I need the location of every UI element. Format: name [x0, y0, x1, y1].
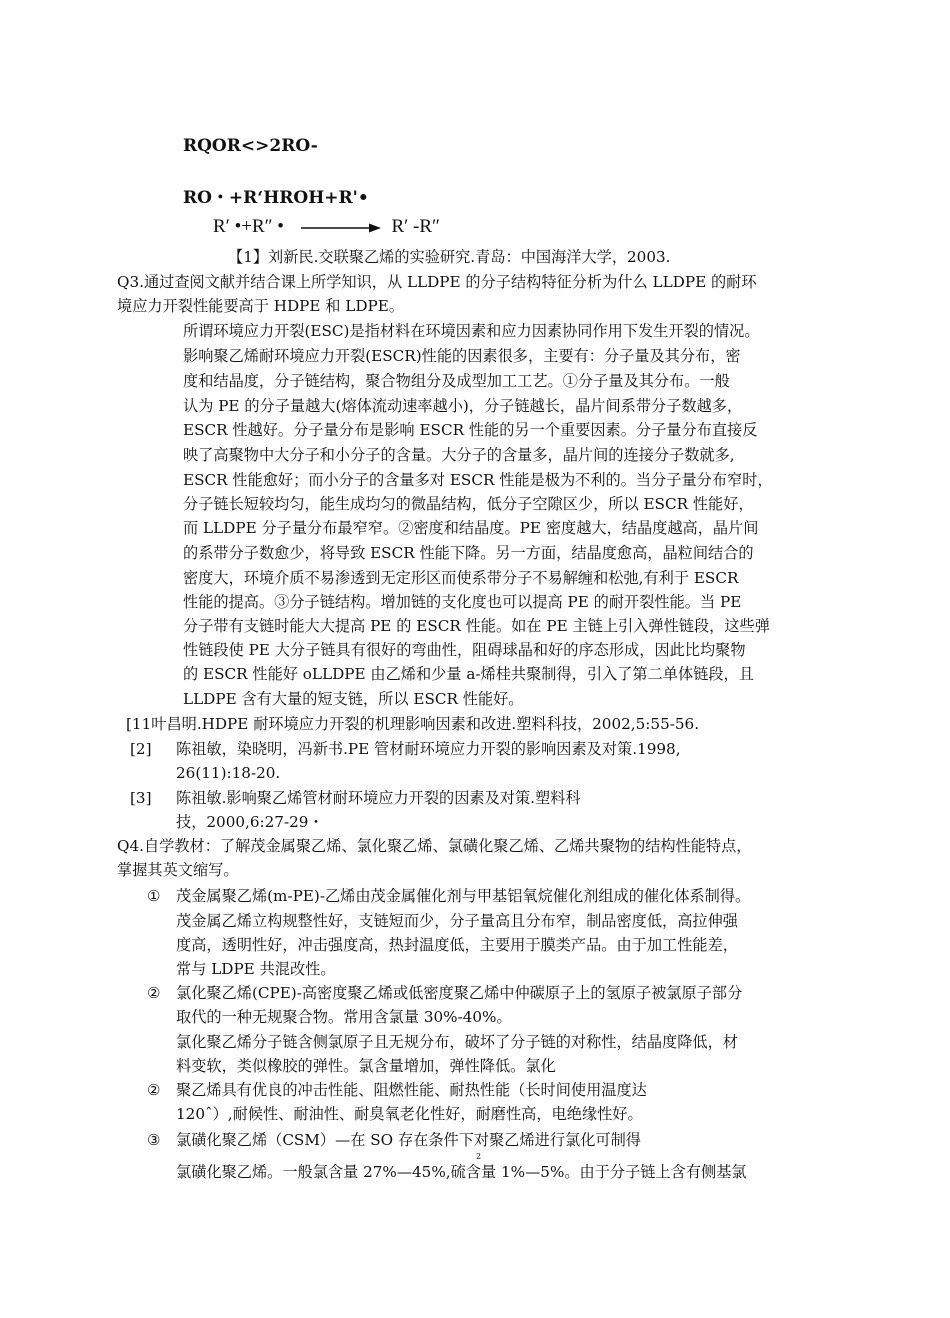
equation-3-left: R′ •+R″ •: [213, 216, 284, 237]
item-4-line-1: 氯磺化聚乙烯（CSM）—在 SO 存在条件下对聚乙烯进行氯化可制得: [176, 1131, 641, 1149]
paragraph-line-1: 所谓环境应力开裂(ESC)是指材料在环境因素和应力因素协同作用下发生开裂的情况。: [183, 322, 760, 340]
q4-line-1: Q4.自学教材：了解茂金属聚乙烯、氯化聚乙烯、氯磺化聚乙烯、乙烯共聚物的结构性能特点，: [117, 837, 752, 855]
paragraph-line-12: 性能的提高。③分子链结构。增加链的支化度也可以提高 PE 的耐开裂性能。当 PE: [183, 593, 742, 611]
item-4-line-2: 氯磺化聚乙烯。一般氯含量 27%—45%,硫含量 1%—5%。由于分子链上含有侧基氯: [176, 1163, 747, 1181]
reference-top: 【1】刘新民.交联聚乙烯的实验研究.青岛：中国海洋大学，2003.: [228, 248, 671, 266]
item-2-line-2: 取代的一种无规聚合物。常用含氯量 30%-40%。: [176, 1008, 512, 1026]
item-3-line-1: 聚乙烯具有优良的冲击性能、阻燃性能、耐热性能（长时间使用温度达: [176, 1081, 647, 1099]
reference-2-line-1: 陈祖敏，染晓明，冯新书.PE 管材耐环境应力开裂的影响因素及对策.1998,: [176, 740, 681, 758]
item-1-line-4: 常与 LDPE 共混改性。: [176, 960, 336, 978]
paragraph-line-10: 的系带分子数愈少，将导致 ESCR 性能下降。另一方面，结晶度愈高，晶粒间结合的: [183, 544, 754, 562]
paragraph-line-9: 而 LLDPE 分子量分布最窄窄。②密度和结晶度。PE 密度越大，结晶度越高，晶片间: [183, 519, 759, 537]
paragraph-line-3: 度和结晶度，分子链结构，聚合物组分及成型加工工艺。①分子量及其分布。一般: [183, 372, 730, 390]
item-3-marker: ②: [147, 1081, 161, 1099]
paragraph-line-13: 分子带有支链时能大大提高 PE 的 ESCR 性能。如在 PE 主链上引入弹性链段，这些弹: [183, 617, 770, 635]
q3-line-2: 境应力开裂性能要高于 HDPE 和 LDPE。: [117, 297, 405, 315]
equation-3: [213, 216, 440, 238]
reference-3-line-1: 陈祖敏.影响聚乙烯管材耐环境应力开裂的因素及对策.塑料科: [176, 789, 581, 807]
item-1-line-2: 茂金属乙烯立构规整性好，支链短而少，分子量高且分布窄，制品密度低，高拉伸强: [176, 912, 738, 930]
item-1-line-3: 度高，透明性好，冲击强度高，热封温度低，主要用于膜类产品。由于加工性能差，: [176, 936, 738, 954]
item-4-marker: ③: [147, 1131, 161, 1149]
equation-2: RO・+R‘HROH+R'•: [183, 188, 369, 208]
paragraph-line-5: ESCR 性越好。分子量分布是影响 ESCR 性能的另一个重要因素。分子量分布直接反: [183, 421, 758, 439]
equation-1: RQOR<>2RO-: [183, 136, 318, 156]
paragraph-line-14: 性链段使 PE 大分子链具有很好的弯曲性，阻碍球晶和好的序态形成，因此比均聚物: [183, 641, 746, 659]
reaction-arrow-icon: [301, 222, 381, 234]
item-1-line-1: 茂金属聚乙烯(m-PE)-乙烯由茂金属催化剂与甲基铝氧烷催化剂组成的催化体系制得。: [176, 887, 751, 905]
item-2-line-4: 料变软，类似橡胶的弹性。氯含量增加，弹性降低。氯化: [176, 1057, 556, 1075]
item-2-line-1: 氯化聚乙烯(CPE)-高密度聚乙烯或低密度聚乙烯中仲碳原子上的氢原子被氯原子部分: [176, 984, 743, 1002]
paragraph-line-8: 分子链长短较均匀，能生成均匀的微晶结构，低分子空隙区少，所以 ESCR 性能好，: [183, 495, 754, 513]
q3-line-1: Q3.通过查阅文献并结合课上所学知识，从 LLDPE 的分子结构特征分析为什么 LLDPE 的耐环: [117, 273, 757, 291]
paragraph-line-4: 认为 PE 的分子量越大(熔体流动速率越小)，分子链越长，晶片间系带分子数越多，: [183, 397, 743, 415]
reference-3-number: [3]: [130, 789, 152, 807]
reference-2-number: [2]: [130, 740, 152, 758]
paragraph-line-6: 映了高聚物中大分子和小分子的含量。大分子的含量多，晶片间的连接分子数就多,: [183, 446, 735, 464]
paragraph-line-16: LLDPE 含有大量的短支链，所以 ESCR 性能好。: [183, 690, 524, 708]
item-2-line-3: 氯化聚乙烯分子链含侧氯原子且无规分布，破坏了分子链的对称性，结晶度降低，材: [176, 1033, 738, 1051]
equation-3-right: R′ -R″: [391, 216, 440, 237]
item-2-marker: ②: [147, 984, 161, 1002]
q4-line-2: 掌握其英文缩写。: [117, 861, 239, 879]
paragraph-line-15: 的 ESCR 性能好 oLLDPE 由乙烯和少量 a-烯桂共聚制得，引入了第二单体链段，且: [183, 665, 754, 683]
reference-2-line-2: 26(11):18-20.: [176, 764, 281, 782]
paragraph-line-11: 密度大，环境介质不易渗透到无定形区而使系带分子不易解缠和松弛,有利于 ESCR: [183, 569, 739, 587]
paragraph-line-7: ESCR 性能愈好；而小分子的含量多对 ESCR 性能是极为不利的。当分子量分布窄时，: [183, 471, 773, 489]
paragraph-line-2: 影响聚乙烯耐环境应力开裂(ESCR)性能的因素很多，主要有：分子量及其分布，密: [183, 347, 741, 365]
subscript-2: 2: [476, 1152, 482, 1161]
reference-3-line-2: 技，2000,6:27-29・: [176, 813, 324, 831]
item-3-line-2: 120ˆ）,耐候性、耐油性、耐臭氧老化性好，耐磨性高，电绝缘性好。: [176, 1105, 643, 1123]
item-1-marker: ①: [147, 887, 161, 905]
reference-1: [11叶昌明.HDPE 耐环境应力开裂的机理影响因素和改进.塑料科技，2002,5:55-56.: [126, 715, 700, 733]
